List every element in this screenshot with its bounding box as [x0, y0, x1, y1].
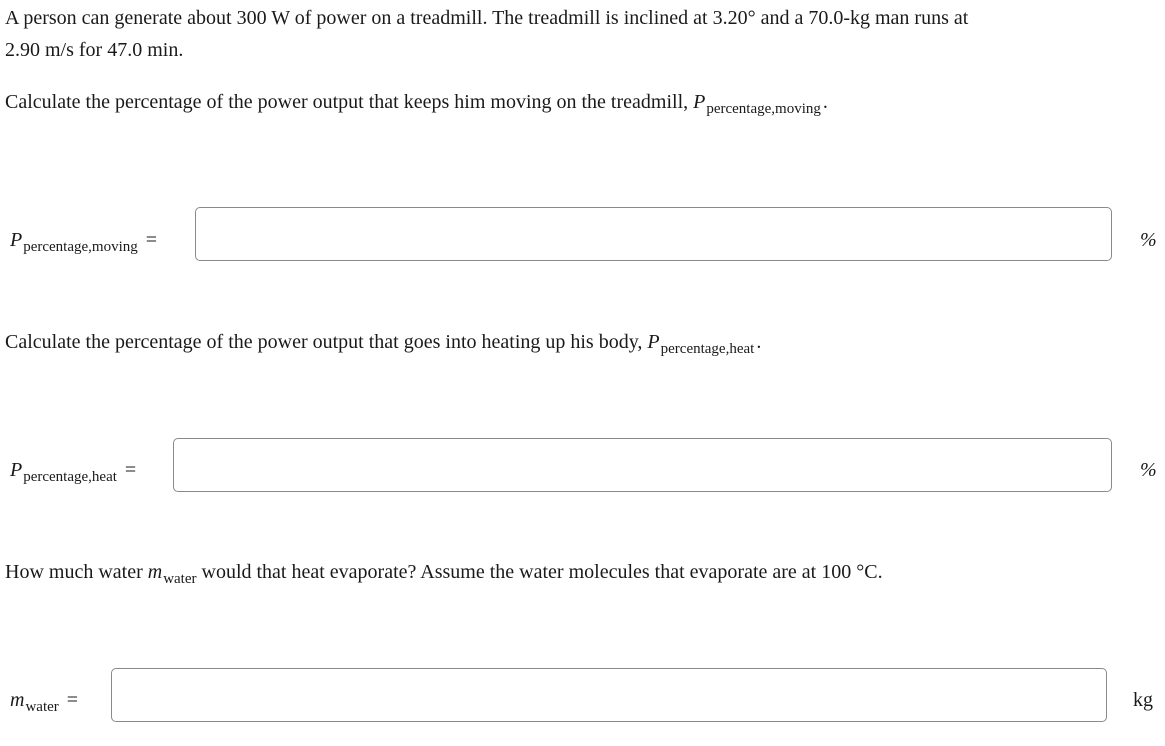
- question-1-unit: %: [1140, 229, 1157, 251]
- percentage-moving-input[interactable]: [195, 207, 1112, 261]
- question-1-text: Calculate the percentage of the power output that keeps him moving on the treadmill,: [5, 91, 689, 113]
- problem-statement-line-1: A person can generate about 300 W of power on a treadmill. The treadmill is inclined at 3.20° and a 70.0-kg man runs at: [5, 7, 969, 29]
- question-2-variable: $P_{percentage,heat}$: [647, 331, 755, 357]
- percentage-heat-input[interactable]: [173, 438, 1112, 492]
- question-1-answer-label: $P_{percentage,moving}$ =: [10, 229, 158, 255]
- question-2-answer-label: $P_{percentage,heat}$ =: [10, 459, 137, 485]
- problem-statement: [5, 2, 1115, 66]
- question-3-text-before: How much water: [5, 561, 143, 583]
- question-2-prompt: Calculate the percentage of the power output that goes into heating up his body, $P_{percentage,heat}$ .: [5, 331, 762, 357]
- question-3-answer-label: $m_{water}$ =: [10, 689, 79, 715]
- question-1-variable: $P_{percentage,moving}$: [693, 91, 821, 117]
- question-3-text-after: would that heat evaporate? Assume the water molecules that evaporate are at 100 °C.: [201, 561, 883, 583]
- question-1-prompt: Calculate the percentage of the power output that keeps him moving on the treadmill, $P_{percentage,moving}$ .: [5, 91, 828, 117]
- water-mass-input[interactable]: [111, 668, 1107, 722]
- question-3-unit: kg: [1133, 689, 1153, 711]
- problem-statement-line-2: 2.90 m/s for 47.0 min.: [5, 39, 184, 61]
- question-3-variable: $m_{water}$: [147, 561, 197, 587]
- question-3-prompt: [5, 556, 883, 590]
- question-2-text: Calculate the percentage of the power output that goes into heating up his body,: [5, 331, 643, 353]
- question-2-unit: %: [1140, 459, 1157, 481]
